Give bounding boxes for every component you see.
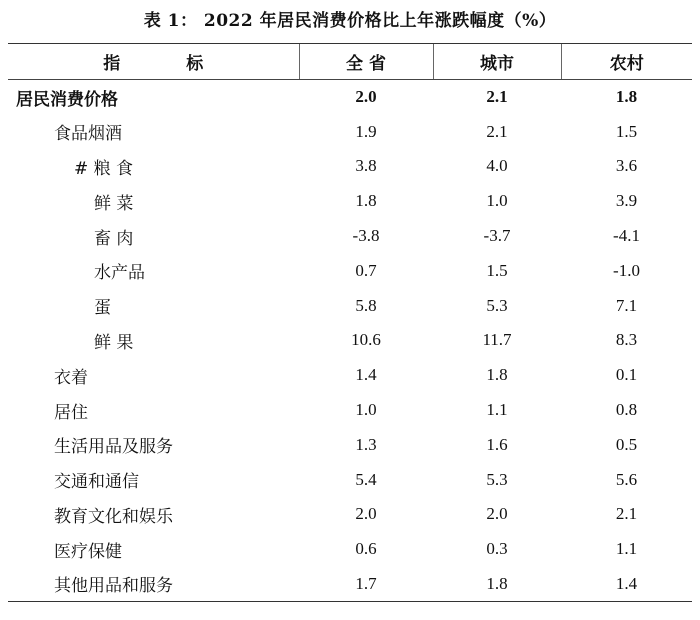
cell-rural: 1.1 (615, 539, 638, 559)
cell-province: 1.4 (355, 365, 377, 385)
cell-city: 2.1 (486, 121, 508, 141)
cell-city: 2.0 (486, 504, 508, 524)
cell-rural: 3.9 (615, 191, 638, 211)
header-rural: 农村 (561, 44, 692, 80)
row-label: 交通和通信 (54, 472, 139, 493)
table-row (8, 567, 692, 602)
cell-rural: 1.5 (615, 121, 638, 141)
cell-rural: -4.1 (613, 226, 640, 246)
table-row (8, 184, 692, 219)
cell-province: 2.0 (355, 504, 377, 524)
row-label: 医疗保健 (54, 541, 122, 562)
cell-rural: 0.5 (615, 434, 638, 454)
cell-province: 0.7 (355, 260, 377, 280)
table-row (8, 532, 692, 567)
cell-city: 1.8 (486, 365, 508, 385)
table-row (8, 393, 692, 428)
cell-rural: 7.1 (615, 295, 638, 315)
cell-province: 1.3 (355, 434, 377, 454)
cell-rural: 0.8 (615, 400, 638, 420)
cell-rural: 3.6 (615, 156, 638, 176)
table-row (8, 219, 692, 254)
table-row (8, 114, 692, 149)
cell-province: 1.9 (355, 121, 377, 141)
cell-city: 1.5 (486, 260, 508, 280)
row-label: 水产品 (94, 263, 145, 284)
cell-province: 10.6 (351, 330, 381, 350)
cell-province: -3.8 (352, 226, 380, 246)
row-label: 鲜 菜 (94, 193, 134, 214)
table-row (8, 288, 692, 323)
table-row (8, 427, 692, 462)
cell-province: 2.0 (355, 87, 377, 107)
cell-rural: 8.3 (615, 330, 638, 350)
header-row (8, 44, 692, 80)
cell-province: 1.8 (355, 191, 377, 211)
header-city: 城市 (433, 44, 561, 80)
table-row (8, 462, 692, 497)
row-label: 居民消费价格 (16, 89, 118, 110)
table-body (8, 80, 692, 602)
table-row (8, 358, 692, 393)
row-label: 教育文化和娱乐 (54, 506, 173, 527)
cell-city: 0.3 (486, 539, 508, 559)
table-header (8, 44, 692, 80)
cell-city: 5.3 (486, 295, 508, 315)
table-row (8, 497, 692, 532)
table-row (8, 253, 692, 288)
header-indicator: 指 标 (8, 44, 299, 80)
cell-province: 1.7 (299, 567, 433, 602)
cell-city: 4.0 (486, 156, 508, 176)
cell-rural: 5.6 (615, 469, 638, 489)
row-label: 居住 (54, 402, 88, 423)
row-label: 蛋 (94, 298, 111, 319)
row-label: 鲜 果 (94, 332, 134, 353)
cell-city: 1.6 (486, 434, 508, 454)
table-title: 表 1： 2022 年居民消费价格比上年涨跌幅度（%） (143, 11, 557, 31)
cell-rural: 1.4 (561, 567, 692, 602)
cell-rural: 0.1 (615, 365, 638, 385)
cell-city: 1.8 (433, 567, 561, 602)
cell-city: 1.0 (486, 191, 508, 211)
cell-rural: -1.0 (613, 260, 640, 280)
table-row (8, 149, 692, 184)
table-row (8, 80, 692, 115)
cell-city: 11.7 (482, 330, 512, 350)
header-province: 全 省 (299, 44, 433, 80)
cell-province: 0.6 (355, 539, 377, 559)
table-row (8, 323, 692, 358)
cell-province: 5.8 (355, 295, 377, 315)
cell-city: 5.3 (486, 469, 508, 489)
row-label: 其他用品和服务 (8, 567, 299, 602)
row-label: 生活用品及服务 (54, 437, 173, 458)
row-label: # 粮 食 (74, 158, 134, 179)
cell-rural: 1.8 (615, 87, 638, 107)
cell-province: 3.8 (355, 156, 377, 176)
row-label: 畜 肉 (94, 228, 134, 249)
cpi-table (8, 43, 692, 602)
row-label: 衣着 (54, 367, 88, 388)
cell-province: 5.4 (355, 469, 377, 489)
row-label: 食品烟酒 (54, 124, 122, 145)
cell-city: 1.1 (486, 400, 508, 420)
cell-city: -3.7 (483, 226, 511, 246)
cell-rural: 2.1 (615, 504, 638, 524)
cell-city: 2.1 (486, 87, 508, 107)
cell-province: 1.0 (355, 400, 377, 420)
